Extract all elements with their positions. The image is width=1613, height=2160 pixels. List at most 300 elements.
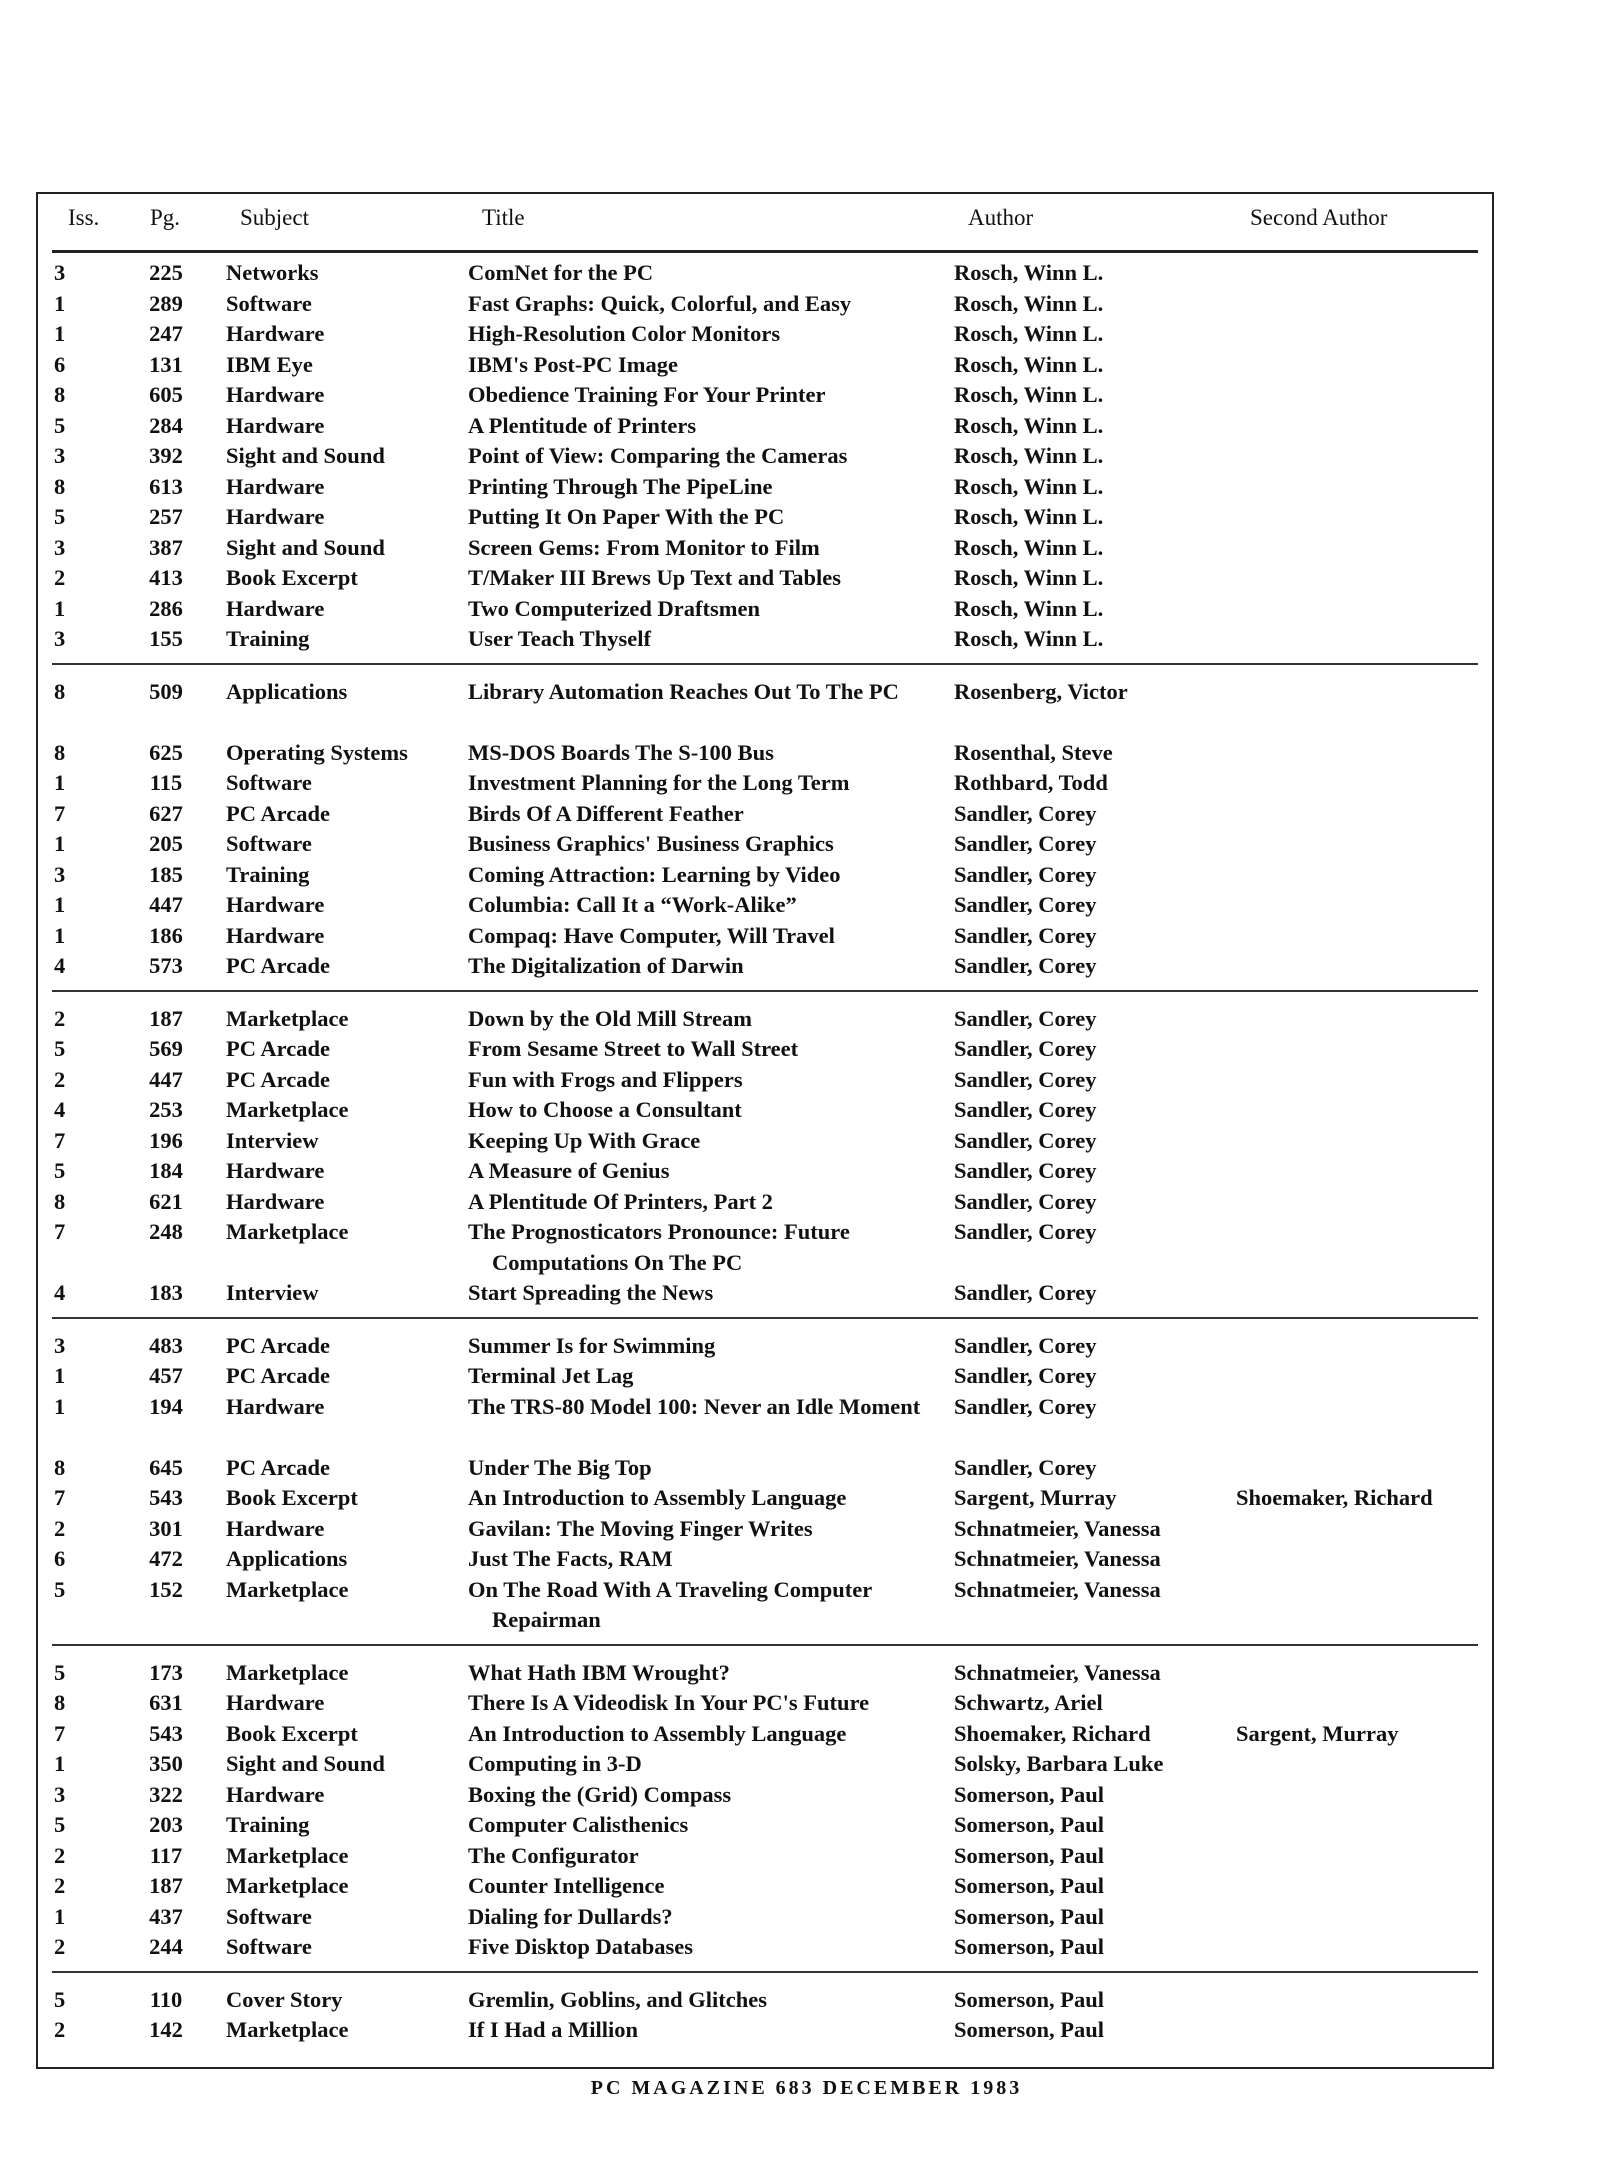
issue-cell: 8 (54, 382, 66, 407)
subject-cell: Sight and Sound (226, 534, 385, 560)
row-group (52, 1319, 1478, 1646)
issue-cell: 3 (54, 260, 66, 285)
page-cell: 186 (149, 922, 183, 948)
page-cell: 248 (149, 1219, 183, 1244)
title-cell: Screen Gems: From Monitor to Film (468, 534, 820, 560)
issue-cell: 2 (54, 1066, 66, 1092)
author-cell: Rosch, Winn L. (954, 443, 1104, 468)
author-cell: Schnatmeier, Vanessa (954, 1515, 1161, 1541)
issue-cell: 1 (54, 922, 66, 948)
title-cell: Keeping Up With Grace (468, 1127, 701, 1153)
author-cell: Rosch, Winn L. (954, 504, 1104, 529)
subject-cell: Hardware (226, 1158, 325, 1183)
subject-cell: Hardware (226, 892, 325, 917)
subject-cell: Software (226, 290, 312, 316)
issue-cell: 2 (54, 2017, 66, 2042)
page-cell: 289 (149, 290, 183, 316)
table-row (52, 1869, 1478, 1900)
table-row (52, 1390, 1478, 1451)
title-cell: An Introduction to Assembly Language (468, 1485, 847, 1510)
subject-cell: Hardware (226, 321, 325, 346)
title-cell: Start Spreading the News (468, 1280, 714, 1305)
issue-cell: 5 (54, 1812, 66, 1837)
table-row (52, 919, 1478, 950)
table-row (52, 622, 1478, 653)
author-cell: Sandler, Corey (954, 1005, 1097, 1031)
author-cell: Rosch, Winn L. (954, 626, 1104, 651)
page-cell: 621 (149, 1188, 183, 1214)
row-group (52, 665, 1478, 992)
title-cell: Compaq: Have Computer, Will Travel (468, 922, 835, 948)
author-cell: Sandler, Corey (954, 953, 1097, 978)
table-row (52, 2013, 1478, 2044)
issue-cell: 1 (54, 1751, 66, 1776)
table-row (52, 949, 1478, 980)
issue-cell: 7 (54, 1219, 66, 1244)
issue-cell: 8 (54, 678, 66, 704)
page-cell: 196 (149, 1127, 183, 1153)
subject-cell: Marketplace (226, 2017, 349, 2042)
author-cell: Rosenthal, Steve (954, 739, 1113, 765)
page-cell: 413 (149, 565, 183, 590)
title-cell: An Introduction to Assembly Language (468, 1720, 847, 1746)
issue-cell: 4 (54, 953, 66, 978)
title-cell: IBM's Post-PC Image (468, 351, 678, 377)
table-row (52, 797, 1478, 828)
author-cell: Rosch, Winn L. (954, 382, 1104, 407)
page-cell: 187 (149, 1873, 183, 1898)
page-cell: 543 (149, 1485, 183, 1510)
issue-cell: 5 (54, 1986, 66, 2012)
author-cell: Rothbard, Todd (954, 770, 1108, 795)
page-cell: 131 (149, 351, 183, 377)
issue-cell: 1 (54, 1903, 66, 1929)
table-row (52, 1512, 1478, 1543)
title-cell: The Digitalization of Darwin (468, 953, 744, 978)
title-cell: Gavilan: The Moving Finger Writes (468, 1515, 813, 1541)
issue-cell: 5 (54, 1036, 66, 1061)
issue-cell: 7 (54, 1720, 66, 1746)
title-cell: A Measure of Genius (468, 1158, 670, 1183)
title-cell: If I Had a Million (468, 2017, 639, 2042)
page-cell: 350 (149, 1751, 183, 1776)
issue-cell: 4 (54, 1097, 66, 1122)
issue-cell: 3 (54, 1332, 66, 1358)
author-cell: Sandler, Corey (954, 922, 1097, 948)
title-cell: High-Resolution Color Monitors (468, 321, 781, 346)
author-cell: Sandler, Corey (954, 1363, 1097, 1388)
subject-cell: Hardware (226, 1393, 325, 1419)
issue-cell: 1 (54, 831, 66, 856)
page-cell: 543 (149, 1720, 183, 1746)
title-cell: From Sesame Street to Wall Street (468, 1036, 799, 1061)
table-row (52, 1717, 1478, 1748)
title-cell: Printing Through The PipeLine (468, 473, 773, 499)
issue-cell: 6 (54, 1546, 66, 1571)
page-cell: 613 (149, 473, 183, 499)
issue-cell: 5 (54, 412, 66, 438)
subject-cell: Hardware (226, 1781, 325, 1807)
subject-cell: Hardware (226, 412, 325, 438)
subject-cell: Hardware (226, 504, 325, 529)
subject-cell: PC Arcade (226, 800, 330, 826)
table-row (52, 1686, 1478, 1717)
author-cell: Sandler, Corey (954, 1066, 1097, 1092)
page-cell: 142 (149, 2017, 183, 2042)
table-row (52, 1656, 1478, 1687)
header-page: Pg. (150, 205, 181, 230)
subject-cell: Marketplace (226, 1842, 349, 1868)
title-cell: MS-DOS Boards The S-100 Bus (468, 739, 774, 765)
page-cell: 187 (149, 1005, 183, 1031)
page-cell: 645 (149, 1454, 183, 1480)
title-cell: Terminal Jet Lag (468, 1363, 634, 1388)
title-cell: Down by the Old Mill Stream (468, 1005, 752, 1031)
author-cell: Solsky, Barbara Luke (954, 1751, 1164, 1776)
issue-cell: 3 (54, 861, 66, 887)
author-cell: Rosch, Winn L. (954, 290, 1104, 316)
subject-cell: Hardware (226, 473, 325, 499)
title-cell: Just The Facts, RAM (468, 1546, 673, 1571)
page-footer: PC MAGAZINE 683 DECEMBER 1983 (590, 2077, 1023, 2099)
page-cell: 257 (149, 504, 183, 529)
table-row (52, 470, 1478, 501)
table-row (52, 1359, 1478, 1390)
issue-cell: 3 (54, 534, 66, 560)
title-cell: Business Graphics' Business Graphics (468, 831, 834, 856)
table-row (52, 1839, 1478, 1870)
title-cell: What Hath IBM Wrought? (468, 1659, 730, 1685)
title-cell: Five Disktop Databases (468, 1934, 694, 1959)
page-cell: 184 (149, 1158, 183, 1183)
table-row (52, 1808, 1478, 1839)
table-row (52, 1002, 1478, 1033)
subject-cell: Hardware (226, 922, 325, 948)
page-cell: 152 (149, 1576, 183, 1602)
issue-cell: 5 (54, 1659, 66, 1685)
title-cell: Fun with Frogs and Flippers (468, 1066, 743, 1092)
issue-cell: 1 (54, 770, 66, 795)
page-cell: 573 (149, 953, 183, 978)
title-cell: Point of View: Comparing the Cameras (468, 443, 848, 468)
author-cell: Rosch, Winn L. (954, 565, 1104, 590)
subject-cell: Marketplace (226, 1659, 349, 1685)
author-cell: Sandler, Corey (954, 1127, 1097, 1153)
title-cell: Putting It On Paper With the PC (468, 504, 785, 529)
page-cell: 457 (149, 1363, 183, 1388)
author-cell: Sandler, Corey (954, 1280, 1097, 1305)
page-cell: 392 (149, 443, 183, 468)
author-cell: Rosch, Winn L. (954, 260, 1104, 285)
subject-cell: IBM Eye (226, 351, 313, 377)
row-group (52, 256, 1478, 665)
author-cell: Sandler, Corey (954, 1036, 1097, 1061)
subject-cell: PC Arcade (226, 1332, 330, 1358)
page-cell: 203 (149, 1812, 183, 1837)
table-row (52, 1215, 1478, 1276)
author-cell: Somerson, Paul (954, 1934, 1105, 1959)
table-row (52, 1185, 1478, 1216)
subject-cell: Training (226, 861, 310, 887)
page-cell: 284 (149, 412, 183, 438)
issue-cell: 5 (54, 1576, 66, 1602)
page-cell: 387 (149, 534, 183, 560)
subject-cell: Marketplace (226, 1873, 349, 1898)
page-cell: 205 (149, 831, 183, 856)
author-cell: Rosenberg, Victor (954, 678, 1128, 704)
subject-cell: Hardware (226, 595, 325, 621)
subject-cell: PC Arcade (226, 1036, 330, 1061)
title-cell: Birds Of A Different Feather (468, 800, 744, 826)
page-cell: 115 (149, 770, 183, 795)
page-cell: 569 (149, 1036, 183, 1061)
header-title: Title (482, 205, 525, 230)
page-cell: 625 (149, 739, 183, 765)
title-cell: There Is A Videodisk In Your PC's Future (468, 1690, 870, 1715)
subject-cell: Hardware (226, 382, 325, 407)
page-cell: 483 (149, 1332, 183, 1358)
author-cell: Rosch, Winn L. (954, 595, 1104, 621)
author-cell: Somerson, Paul (954, 1873, 1105, 1898)
title-cell: Counter Intelligence (468, 1873, 665, 1898)
issue-cell: 8 (54, 1690, 66, 1715)
table-header (52, 194, 1478, 253)
issue-cell: 2 (54, 1842, 66, 1868)
page-cell: 244 (149, 1934, 183, 1959)
page-cell: 286 (149, 595, 183, 621)
subject-cell: PC Arcade (226, 1454, 330, 1480)
author-cell: Somerson, Paul (954, 1781, 1105, 1807)
issue-cell: 4 (54, 1280, 66, 1305)
title-cell: T/Maker III Brews Up Text and Tables (468, 565, 842, 590)
author-cell: Sandler, Corey (954, 1188, 1097, 1214)
author-cell: Shoemaker, Richard (954, 1720, 1151, 1746)
issue-cell: 1 (54, 290, 66, 316)
table-row (52, 1930, 1478, 1961)
second-author-cell: Sargent, Murray (1236, 1720, 1399, 1746)
author-cell: Rosch, Winn L. (954, 534, 1104, 560)
author-cell: Sandler, Corey (954, 1158, 1097, 1183)
table-row (52, 561, 1478, 592)
subject-cell: Marketplace (226, 1097, 349, 1122)
page-cell: 322 (149, 1781, 183, 1807)
page-cell: 447 (149, 892, 183, 917)
issue-cell: 8 (54, 739, 66, 765)
subject-cell: Book Excerpt (226, 565, 358, 590)
table-row (52, 736, 1478, 767)
subject-cell: Operating Systems (226, 739, 408, 765)
subject-cell: Training (226, 626, 310, 651)
title-cell: Computer Calisthenics (468, 1812, 689, 1837)
title-cell: Library Automation Reaches Out To The PC (468, 678, 899, 704)
author-cell: Sargent, Murray (954, 1485, 1117, 1510)
title-cell: Fast Graphs: Quick, Colorful, and Easy (468, 290, 852, 316)
table-row (52, 531, 1478, 562)
issue-cell: 6 (54, 351, 66, 377)
issue-cell: 8 (54, 473, 66, 499)
issue-cell: 2 (54, 1515, 66, 1541)
author-cell: Somerson, Paul (954, 2017, 1105, 2042)
header-issue: Iss. (68, 205, 100, 230)
subject-cell: Applications (226, 678, 348, 704)
page-cell: 225 (149, 260, 183, 285)
issue-cell: 2 (54, 1934, 66, 1959)
table-row (52, 1276, 1478, 1307)
issue-cell: 3 (54, 626, 66, 651)
issue-cell: 3 (54, 1781, 66, 1807)
table-row (52, 317, 1478, 348)
subject-cell: Marketplace (226, 1219, 349, 1244)
table-row (52, 1778, 1478, 1809)
page-cell: 183 (149, 1280, 183, 1305)
table-row (52, 1154, 1478, 1185)
title-cell: Columbia: Call It a “Work-Alike” (468, 892, 797, 917)
table-row (52, 858, 1478, 889)
table-row (52, 1983, 1478, 2014)
page-cell: 253 (149, 1097, 183, 1122)
title-cell: Investment Planning for the Long Term (468, 770, 850, 795)
table-row (52, 1481, 1478, 1512)
issue-cell: 1 (54, 1363, 66, 1388)
author-cell: Somerson, Paul (954, 1812, 1105, 1837)
subject-cell: PC Arcade (226, 1363, 330, 1388)
author-cell: Rosch, Winn L. (954, 473, 1104, 499)
issue-cell: 2 (54, 565, 66, 590)
page-cell: 605 (149, 382, 183, 407)
subject-cell: Book Excerpt (226, 1720, 358, 1746)
table-row (52, 827, 1478, 858)
table-row (52, 1573, 1478, 1634)
subject-cell: PC Arcade (226, 953, 330, 978)
title-cell: Two Computerized Draftsmen (468, 595, 761, 621)
page-cell: 247 (149, 321, 183, 346)
table-row (52, 1093, 1478, 1124)
table-row (52, 766, 1478, 797)
header-subject: Subject (240, 205, 309, 230)
author-cell: Rosch, Winn L. (954, 321, 1104, 346)
subject-cell: Interview (226, 1127, 319, 1153)
author-cell: Rosch, Winn L. (954, 351, 1104, 377)
subject-cell: Interview (226, 1280, 319, 1305)
title-cell: How to Choose a Consultant (468, 1097, 742, 1122)
title-cell: A Plentitude of Printers (468, 412, 697, 438)
subject-cell: Software (226, 1934, 312, 1959)
issue-cell: 8 (54, 1188, 66, 1214)
subject-cell: Applications (226, 1546, 348, 1571)
title-cell: Gremlin, Goblins, and Glitches (468, 1986, 768, 2012)
issue-cell: 1 (54, 321, 66, 346)
table-row (52, 500, 1478, 531)
subject-cell: Hardware (226, 1515, 325, 1541)
page-cell: 173 (149, 1659, 183, 1685)
table-row (52, 1900, 1478, 1931)
issue-cell: 1 (54, 892, 66, 917)
author-cell: Sandler, Corey (954, 1332, 1097, 1358)
row-group (52, 992, 1478, 1319)
table-row (52, 1542, 1478, 1573)
table-row (52, 1124, 1478, 1155)
header-second-author: Second Author (1250, 205, 1388, 230)
page-cell: 447 (149, 1066, 183, 1092)
table-row (52, 592, 1478, 623)
author-cell: Sandler, Corey (954, 1219, 1097, 1244)
subject-cell: Marketplace (226, 1576, 349, 1602)
page-cell: 194 (149, 1393, 183, 1419)
page-cell: 437 (149, 1903, 183, 1929)
author-cell: Rosch, Winn L. (954, 412, 1104, 438)
subject-cell: Software (226, 1903, 312, 1929)
author-cell: Sandler, Corey (954, 1097, 1097, 1122)
title-cell: Summer Is for Swimming (468, 1332, 716, 1358)
title-cell: Obedience Training For Your Printer (468, 382, 826, 407)
table-row (52, 1063, 1478, 1094)
issue-cell: 2 (54, 1873, 66, 1898)
title-cell: ComNet for the PC (468, 260, 654, 285)
title-cell: Boxing the (Grid) Compass (468, 1781, 732, 1807)
subject-cell: Marketplace (226, 1005, 349, 1031)
author-cell: Schnatmeier, Vanessa (954, 1546, 1161, 1571)
issue-cell: 5 (54, 504, 66, 529)
table-row (52, 409, 1478, 440)
title-cell: The Prognosticators Pronounce: Future Computations On The PC (468, 1219, 850, 1275)
table-row (52, 378, 1478, 409)
table-body (38, 256, 1492, 2054)
issue-cell: 7 (54, 800, 66, 826)
author-cell: Sandler, Corey (954, 861, 1097, 887)
author-cell: Sandler, Corey (954, 892, 1097, 917)
title-cell: Under The Big Top (468, 1454, 652, 1480)
author-index-table (36, 192, 1494, 2069)
author-cell: Schnatmeier, Vanessa (954, 1576, 1161, 1602)
subject-cell: Sight and Sound (226, 443, 385, 468)
issue-cell: 7 (54, 1127, 66, 1153)
subject-cell: Software (226, 831, 312, 856)
table-row (52, 348, 1478, 379)
table-row (52, 1032, 1478, 1063)
page-cell: 509 (149, 678, 183, 704)
subject-cell: Networks (226, 260, 319, 285)
page-cell: 185 (149, 861, 183, 887)
title-cell: On The Road With A Traveling Computer Repairman (468, 1576, 872, 1632)
subject-cell: Sight and Sound (226, 1751, 385, 1776)
title-cell: The Configurator (468, 1842, 639, 1868)
title-cell: A Plentitude Of Printers, Part 2 (468, 1188, 773, 1214)
table-row (52, 439, 1478, 470)
row-group (52, 1973, 1478, 2054)
subject-cell: Cover Story (226, 1986, 343, 2012)
issue-cell: 7 (54, 1485, 66, 1510)
page-cell: 117 (149, 1842, 183, 1868)
subject-cell: Hardware (226, 1690, 325, 1715)
issue-cell: 1 (54, 595, 66, 621)
header-author: Author (968, 205, 1034, 230)
table-row (52, 287, 1478, 318)
subject-cell: PC Arcade (226, 1066, 330, 1092)
issue-cell: 1 (54, 1393, 66, 1419)
row-group (52, 1646, 1478, 1973)
table-row (52, 256, 1478, 287)
page-cell: 301 (149, 1515, 183, 1541)
page-cell: 110 (149, 1986, 183, 2012)
issue-cell: 5 (54, 1158, 66, 1183)
title-cell: User Teach Thyself (468, 626, 651, 651)
author-cell: Schwartz, Ariel (954, 1690, 1103, 1715)
table-row (52, 675, 1478, 736)
issue-cell: 2 (54, 1005, 66, 1031)
issue-cell: 8 (54, 1454, 66, 1480)
page-cell: 627 (149, 800, 183, 826)
table-row (52, 1451, 1478, 1482)
